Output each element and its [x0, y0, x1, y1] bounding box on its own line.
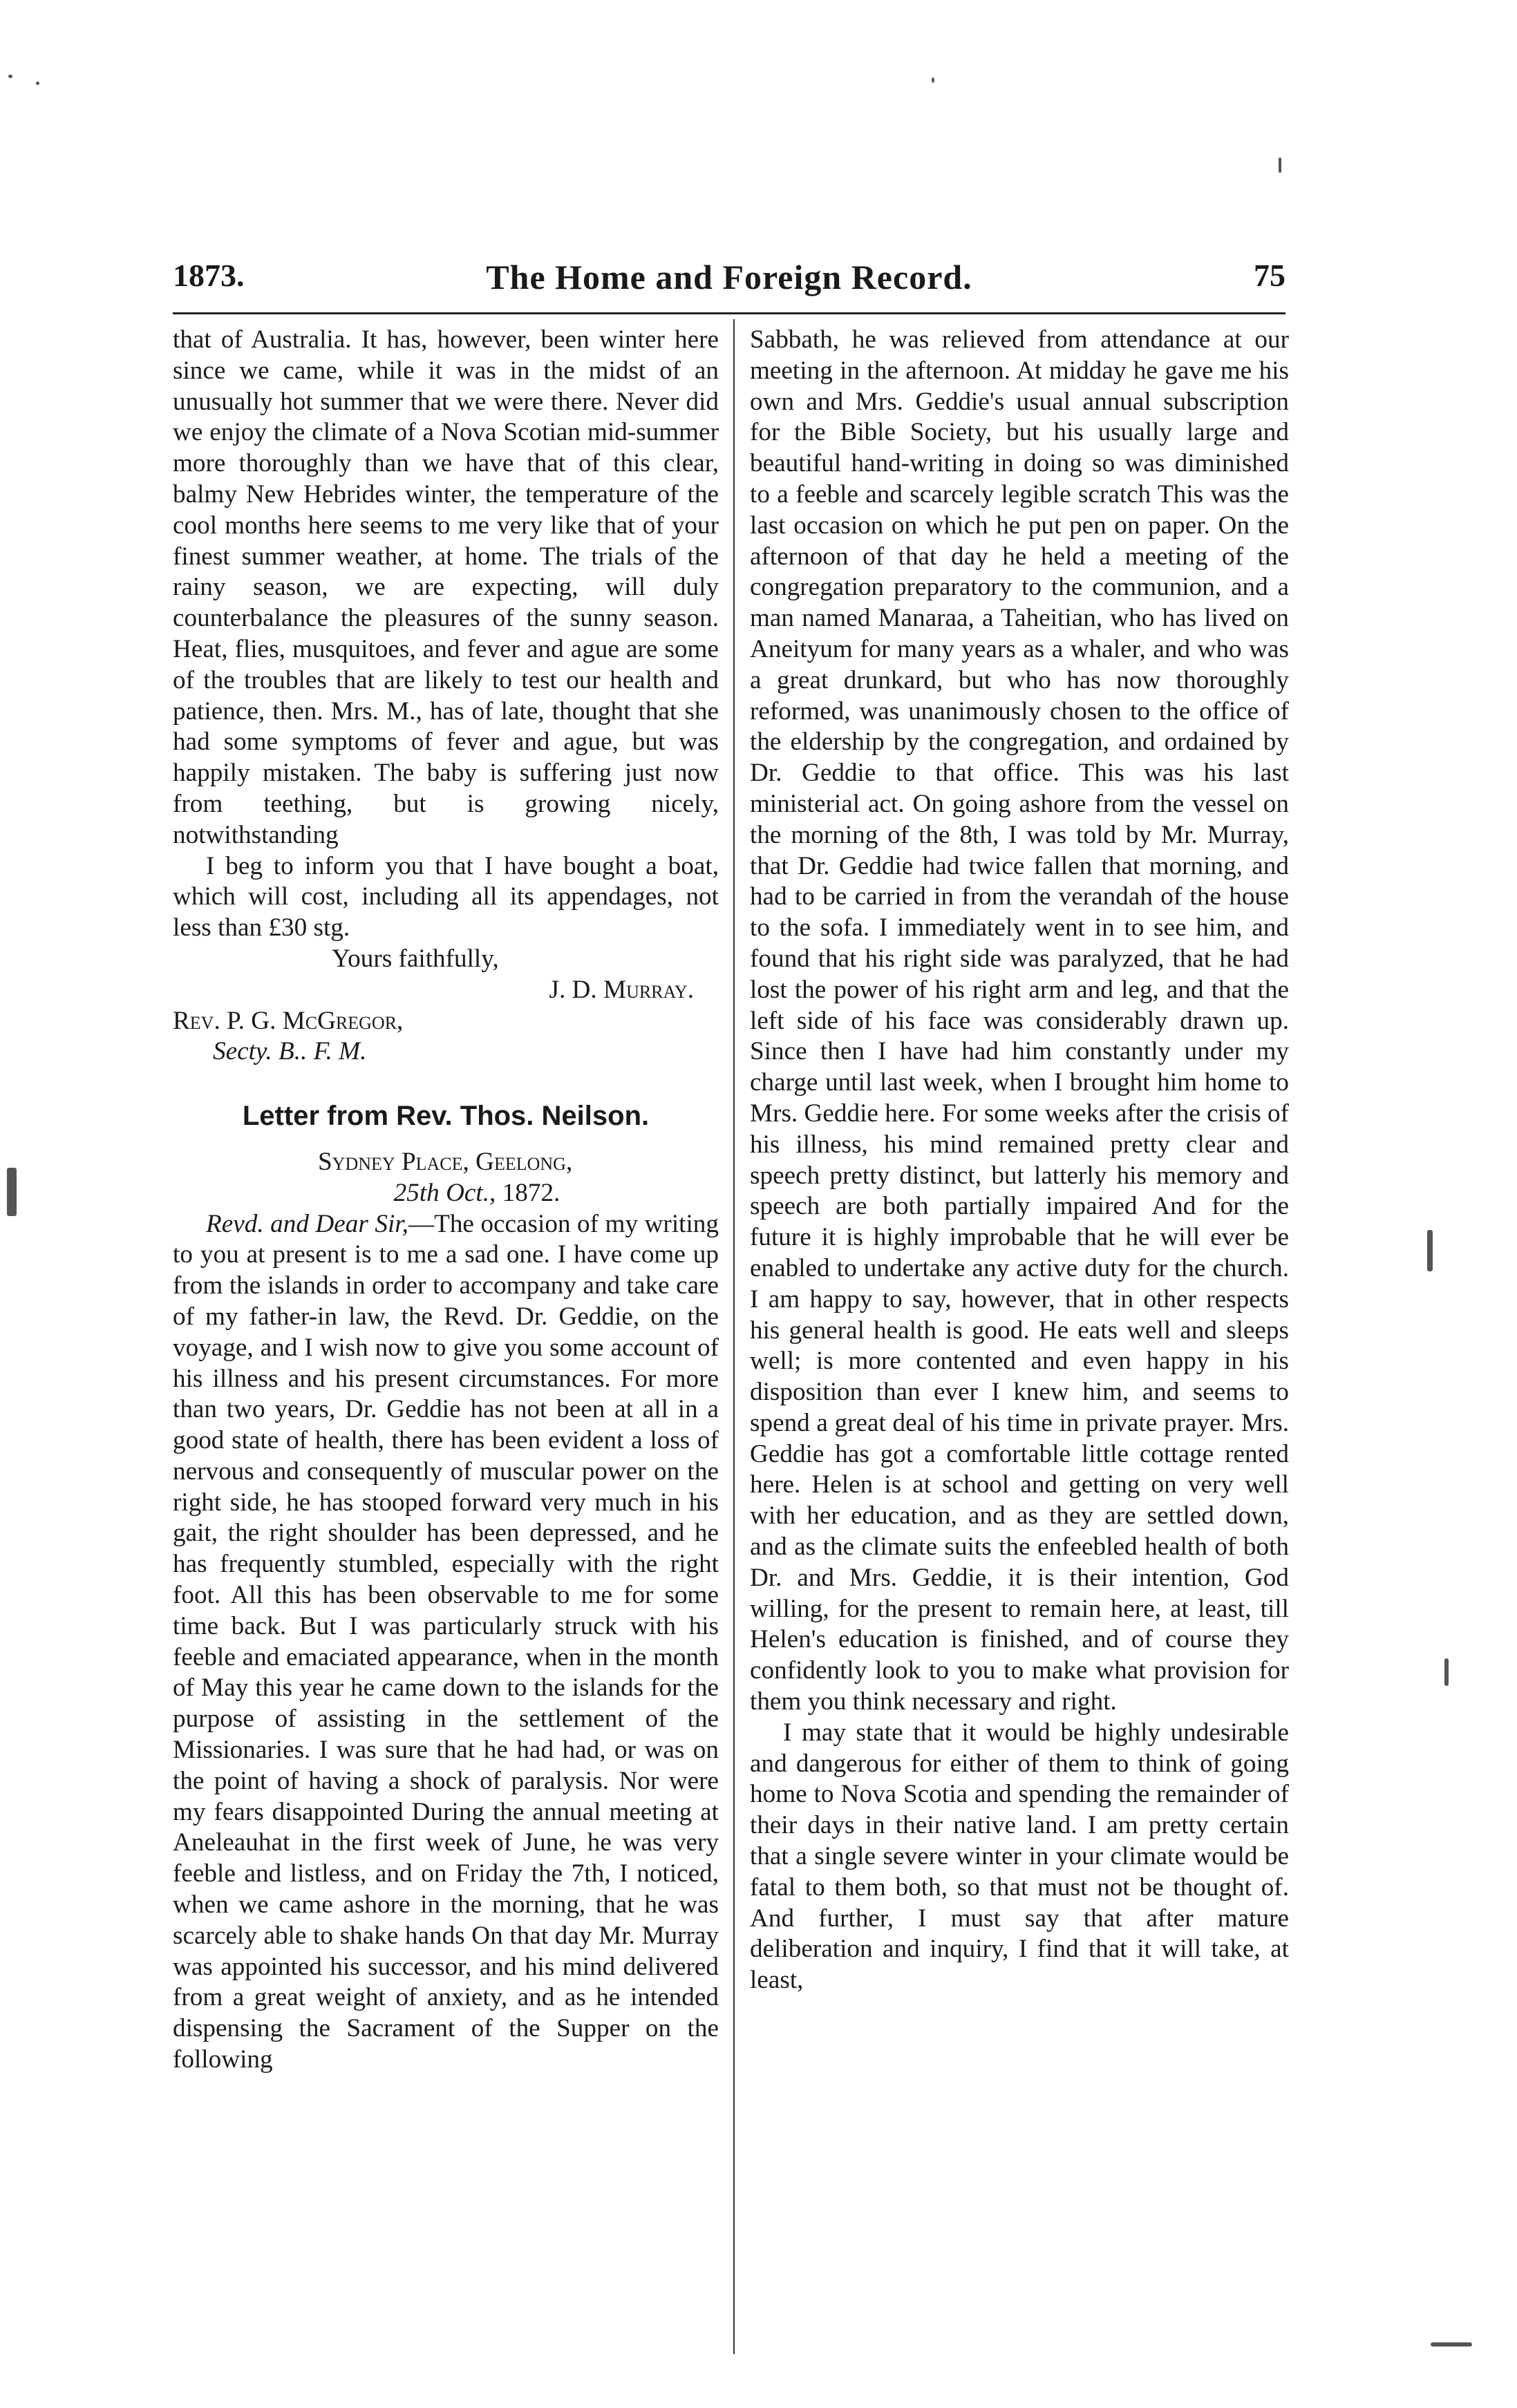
page-number: 75: [1254, 258, 1285, 293]
page-header: [173, 257, 1285, 312]
left-column: [173, 325, 719, 2076]
column-divider: [733, 319, 735, 2354]
addressee-name: Rev. P. G. McGregor,: [173, 1006, 404, 1035]
letter-salutation: Revd. and Dear Sir,: [206, 1209, 408, 1238]
scan-speck: [1279, 158, 1281, 173]
letter-date-day: 25th Oct.,: [393, 1178, 496, 1207]
addressee-title: Secty. B.. F. M.: [213, 1037, 367, 1066]
murray-letter-paragraph-1: that of Australia. It has, however, been winter here since we came, while it was in the midst of an unusually hot summer that we were there. Never did we enjoy the climate of a Nova Scotian mid-summer more thoroughly than we have that of this clear, balmy New Hebrides winter, the temperature of the cool months here seems to me very like that of your finest summer weather, at home. The trials of the rainy season, we are expecting, will duly counterbalance the pleasures of the sunny season. Heat, flies, musquitoes, and fever and ague are some of the troubles that are likely to test our health and patience, then. Mrs. M., has of late, thought that she had some symptoms of fever and ague, but was happily mistaken. The baby is suffering just now from teething, but is growing nicely, notwithstanding: [173, 325, 719, 849]
scan-speck: [8, 75, 12, 78]
neilson-letter-paragraph-2: I may state that it would be highly undesirable and dangerous for either of them to think of going home to Nova Scotia and spending the remainder of their days in their native land. I am pretty certain that a single severe winter in your climate would be fatal to them both, so that must not be thought of. And further, I must say that after mature deliberation and inquiry, I find that it will take, at least,: [750, 1718, 1289, 1995]
letter-signature: J. D. Murray.: [549, 975, 694, 1004]
neilson-letter-continued: Sabbath, he was relieved from attendance at our meeting in the afternoon. At midday he gave me his own and Mrs. Geddie's usual annual subscription for the Bible Society, but his usually large and beautiful hand-writing in doing so was diminished to a feeble and scarcely legible scratch This was the last occasion on which he put pen on paper. On the afternoon of that day he held a meeting of the congregation preparatory to the communion, and a man named Manaraa, a Taheitian, who has lived on Aneityum for many years as a whaler, and who was a great drunkard, but who has now thoroughly reformed, was unanimously chosen to the office of the eldership by the congregation, and ordained by Dr. Geddie to that office. This was his last ministerial act. On going ashore from the vessel on the morning of the 8th, I was told by Mr. Murray, that Dr. Geddie had twice fallen that morning, and had to be carried in from the verandah of the house to the sofa. I immediately went in to see him, and found that his right side was paralyzed, that he had lost the power of his right arm and leg, and that the left side of his face was considerably drawn up. Since then I have had him constantly under my charge until last week, when I brought him home to Mrs. Geddie here. For some weeks after the crisis of his illness, his mind remained pretty clear and speech pretty distinct, but latterly his memory and speech are both partially impaired And for the future it is highly improbable that he will ever be enabled to undertake any active duty for the church. I am happy to say, however, that in other respects his general health is good. He eats well and sleeps well; is more contented and even happy in his disposition than ever I knew him, and seems to spend a great deal of his time in private prayer. Mrs. Geddie has got a comfortable little cottage rented here. Helen is at school and getting on very well with her education, and as they are settled down, and as the climate suits the enfeebled health of both Dr. and Mrs. Geddie, it is their intention, God willing, for the present to remain here, at least, till Helen's education is finished, and of course they confidently look to you to make what provision for them you think necessary and right.: [750, 325, 1289, 1716]
murray-letter-paragraph-2: I beg to inform you that I have bought a boat, which will cost, including all its appendages, not less than £30 stg.: [173, 851, 719, 942]
neilson-letter-body: [173, 1209, 719, 2076]
letter-place: Sydney Place, Geelong,: [318, 1147, 573, 1176]
letter-heading: Letter from Rev. Thos. Neilson.: [242, 1101, 650, 1132]
header-rule: [173, 312, 1285, 314]
letter-closing: Yours faithfully,: [332, 944, 499, 973]
journal-title: The Home and Foreign Record.: [486, 258, 972, 296]
letter-date-year: 1872.: [502, 1178, 560, 1207]
scan-speck: [36, 82, 39, 85]
header-year: 1873.: [173, 258, 245, 293]
right-column: [750, 325, 1289, 1996]
scan-speck: [1427, 1230, 1433, 1271]
letter-date: [173, 1178, 719, 1209]
scan-speck: [1431, 2342, 1472, 2347]
scan-speck: [1444, 1658, 1449, 1686]
letter-body-text: —The occasion of my writing to you at present is to me a sad one. I have come up from the islands in order to accompany and take care of my father-in law, the Revd. Dr. Geddie, on the voyage, and I wish now to give you some account of his illness and his present circumstances. For more than two years, Dr. Geddie has not been at all in a good state of health, there has been evident a loss of nervous and consequently of muscular power on the right side, he has stooped forward very much in his gait, the right shoulder has been depressed, and he has frequently stumbled, especially with the right foot. All this has been observable to me for some time back. But I was particularly struck with his feeble and emaciated appearance, when in the month of May this year he came down to the islands for the purpose of assisting in the settlement of the Missionaries. I was sure that he had had, or was on the point of having a shock of paralysis. Nor were my fears disappointed During the annual meeting at Aneleauhat in the first week of June, he was very feeble and listless, and on Friday the 7th, I noticed, when we came ashore in the morning, that he was scarcely able to shake hands On that day Mr. Murray was appointed his successor, and his mind delivered from a great weight of anxiety, and as he intended dispensing the Sacrament of the Supper on the following: [173, 1209, 719, 2074]
scan-speck: [7, 1168, 17, 1216]
scan-speck: [932, 77, 934, 83]
